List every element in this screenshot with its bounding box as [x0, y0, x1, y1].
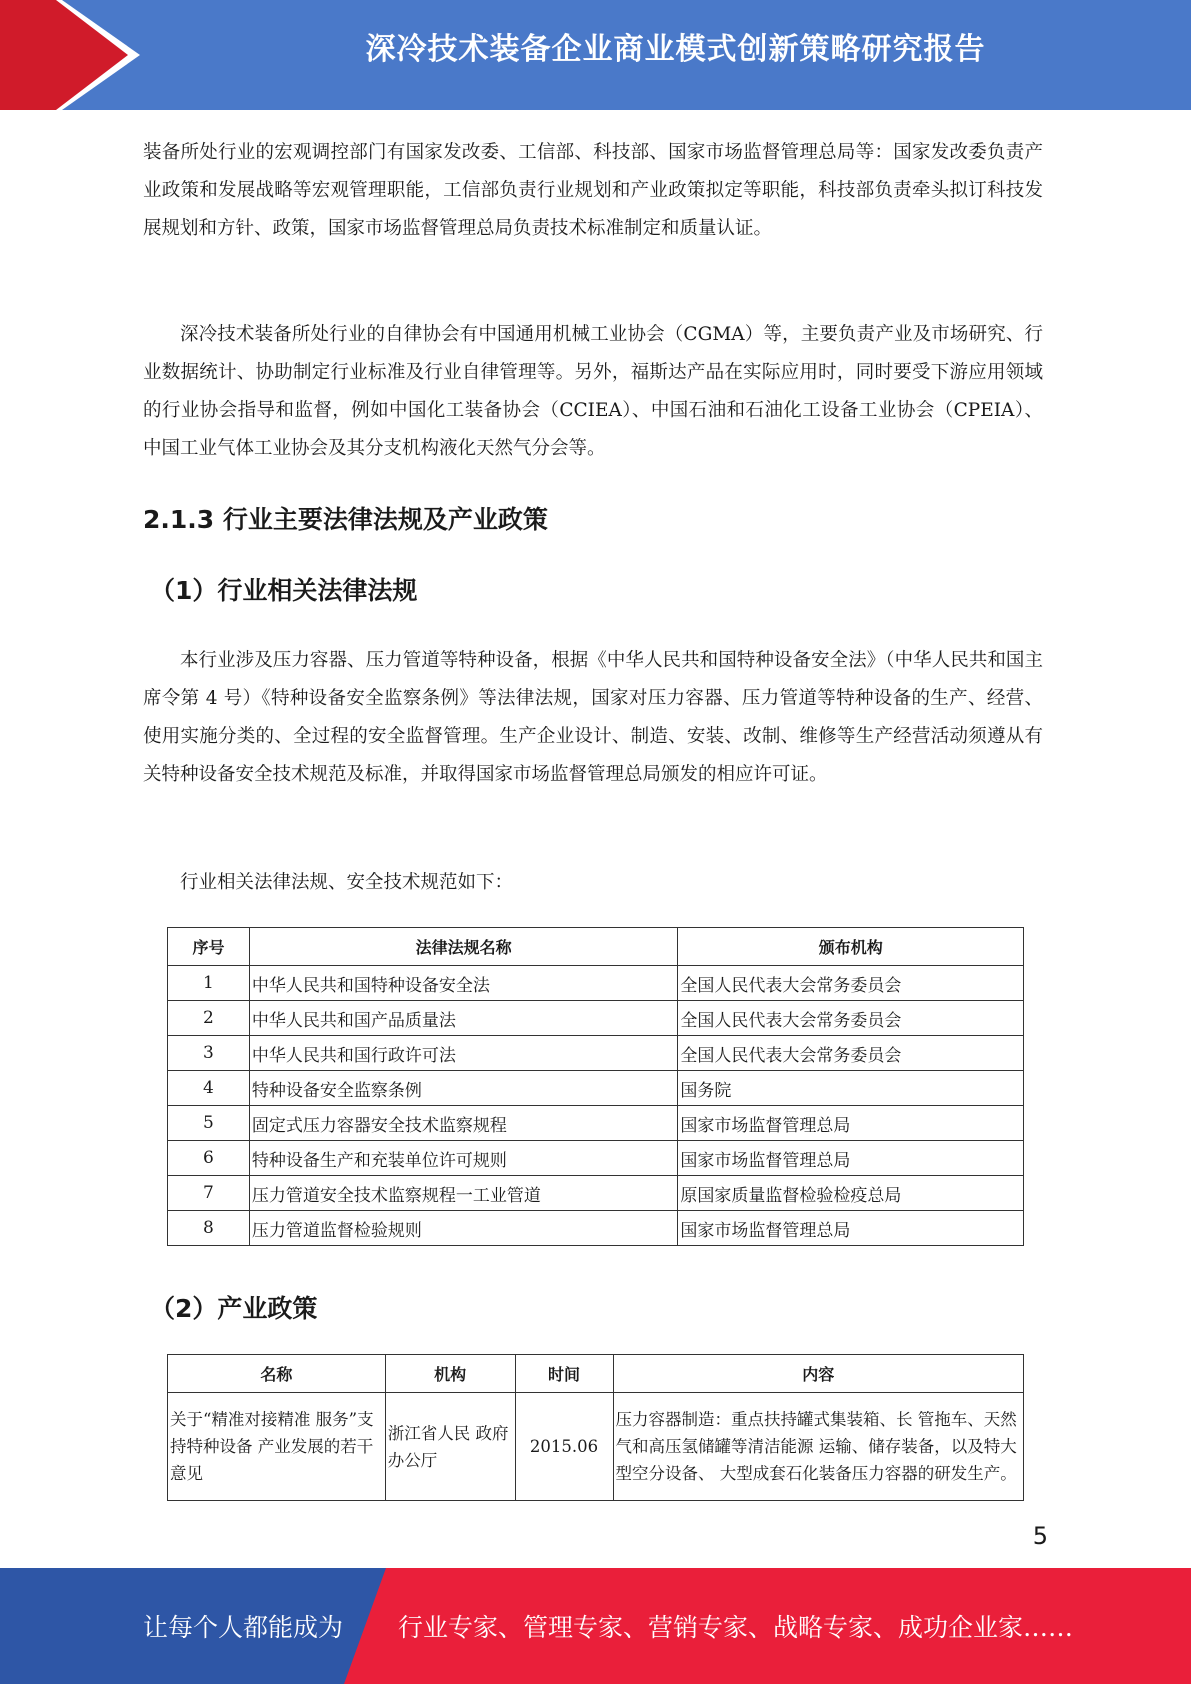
policy-table — [167, 1354, 1024, 1501]
table-row — [168, 1036, 1024, 1071]
paragraph-special-equipment: 本行业涉及压力容器、压力管道等特种设备，根据《中华人民共和国特种设备安全法》（中华人民共和国主席令第 4 号）《特种设备安全监察条例》等法律法规，国家对压力容器、压力管道等特种设备的生产、经营、使用实施分类的、全过程的安全监督管理。生产企业设计、制造、安装、改制、维修等生产经营活动须遵从有关特种设备安全技术规范及标准，并取得国家市场监督管理总局颁发的相应许可证。 — [143, 650, 1043, 785]
issuing-authority: 全国人民代表大会常务委员会 — [678, 1036, 1024, 1071]
table-row — [168, 1393, 1024, 1501]
policy-agency: 浙江省人民 政府办公厅 — [385, 1393, 515, 1501]
paragraph-table-intro: 行业相关法律法规、安全技术规范如下： — [180, 872, 514, 893]
header-cell: 机构 — [385, 1355, 515, 1393]
table-header-row — [168, 928, 1024, 966]
table-row — [168, 1141, 1024, 1176]
law-name: 压力管道安全技术监察规程一工业管道 — [249, 1176, 677, 1211]
law-name: 中华人民共和国产品质量法 — [249, 1001, 677, 1036]
row-number: 1 — [168, 966, 250, 1001]
header-cell: 法律法规名称 — [249, 928, 677, 966]
page-number: 5 — [1032, 1522, 1048, 1550]
table-row — [168, 1106, 1024, 1141]
header-cell: 内容 — [613, 1355, 1023, 1393]
table-row — [168, 1176, 1024, 1211]
row-number: 3 — [168, 1036, 250, 1071]
header-cell: 时间 — [515, 1355, 613, 1393]
issuing-authority: 国家市场监督管理总局 — [678, 1106, 1024, 1141]
row-number: 7 — [168, 1176, 250, 1211]
row-number: 8 — [168, 1211, 250, 1246]
issuing-authority: 原国家质量监督检验检疫总局 — [678, 1176, 1024, 1211]
header-cell: 颁布机构 — [678, 928, 1024, 966]
law-name: 中华人民共和国特种设备安全法 — [249, 966, 677, 1001]
issuing-authority: 国务院 — [678, 1071, 1024, 1106]
issuing-authority: 国家市场监督管理总局 — [678, 1141, 1024, 1176]
issuing-authority: 全国人民代表大会常务委员会 — [678, 966, 1024, 1001]
header-cell: 名称 — [168, 1355, 386, 1393]
subheading-policy: （2）产业政策 — [150, 1294, 318, 1323]
header-arrow-decoration — [0, 0, 150, 110]
table-header-row — [168, 1355, 1024, 1393]
issuing-authority: 国家市场监督管理总局 — [678, 1211, 1024, 1246]
row-number: 2 — [168, 1001, 250, 1036]
footer-slogan-right: 行业专家、管理专家、营销专家、战略专家、成功企业家…… — [398, 1613, 1074, 1642]
table-row — [168, 1001, 1024, 1036]
report-title: 深冷技术装备企业商业模式创新策略研究报告 — [365, 32, 986, 67]
law-name: 特种设备生产和充装单位许可规则 — [249, 1141, 677, 1176]
header-cell: 序号 — [168, 928, 250, 966]
row-number: 6 — [168, 1141, 250, 1176]
policy-date: 2015.06 — [515, 1393, 613, 1501]
table-row — [168, 966, 1024, 1001]
subheading-laws: （1）行业相关法律法规 — [150, 576, 418, 605]
header-banner — [0, 0, 1191, 110]
law-name: 中华人民共和国行政许可法 — [249, 1036, 677, 1071]
row-number: 4 — [168, 1071, 250, 1106]
table-row — [168, 1211, 1024, 1246]
footer-banner — [0, 1568, 1191, 1684]
table-row — [168, 1071, 1024, 1106]
law-name: 特种设备安全监察条例 — [249, 1071, 677, 1106]
footer-slogan-left: 让每个人都能成为 — [143, 1613, 344, 1642]
issuing-authority: 全国人民代表大会常务委员会 — [678, 1001, 1024, 1036]
policy-content: 压力容器制造：重点扶持罐式集装箱、长 管拖车、天然气和高压氢储罐等清洁能源 运输、储存装备，以及特大型空分设备、 大型成套石化装备压力容器的研发生产。 — [613, 1393, 1023, 1501]
section-heading: 2.1.3 行业主要法律法规及产业政策 — [143, 505, 548, 534]
paragraph-associations: 深冷技术装备所处行业的自律协会有中国通用机械工业协会（CGMA）等，主要负责产业及市场研究、行业数据统计、协助制定行业标准及行业自律管理等。另外，福斯达产品在实际应用时，同时要受下游应用领域的行业协会指导和监督，例如中国化工装备协会（CCIEA）、中国石油和石油化工设备工业协会（CPEIA）、中国工业气体工业协会及其分支机构液化天然气分会等。 — [143, 324, 1043, 459]
row-number: 5 — [168, 1106, 250, 1141]
paragraph-regulators: 装备所处行业的宏观调控部门有国家发改委、工信部、科技部、国家市场监督管理总局等：国家发改委负责产业政策和发展战略等宏观管理职能，工信部负责行业规划和产业政策拟定等职能，科技部负责牵头拟订科技发展规划和方针、政策，国家市场监督管理总局负责技术标准制定和质量认证。 — [143, 142, 1043, 239]
laws-table — [167, 927, 1024, 1246]
law-name: 压力管道监督检验规则 — [249, 1211, 677, 1246]
law-name: 固定式压力容器安全技术监察规程 — [249, 1106, 677, 1141]
policy-name: 关于“精准对接精准 服务”支持特种设备 产业发展的若干意见 — [168, 1393, 386, 1501]
